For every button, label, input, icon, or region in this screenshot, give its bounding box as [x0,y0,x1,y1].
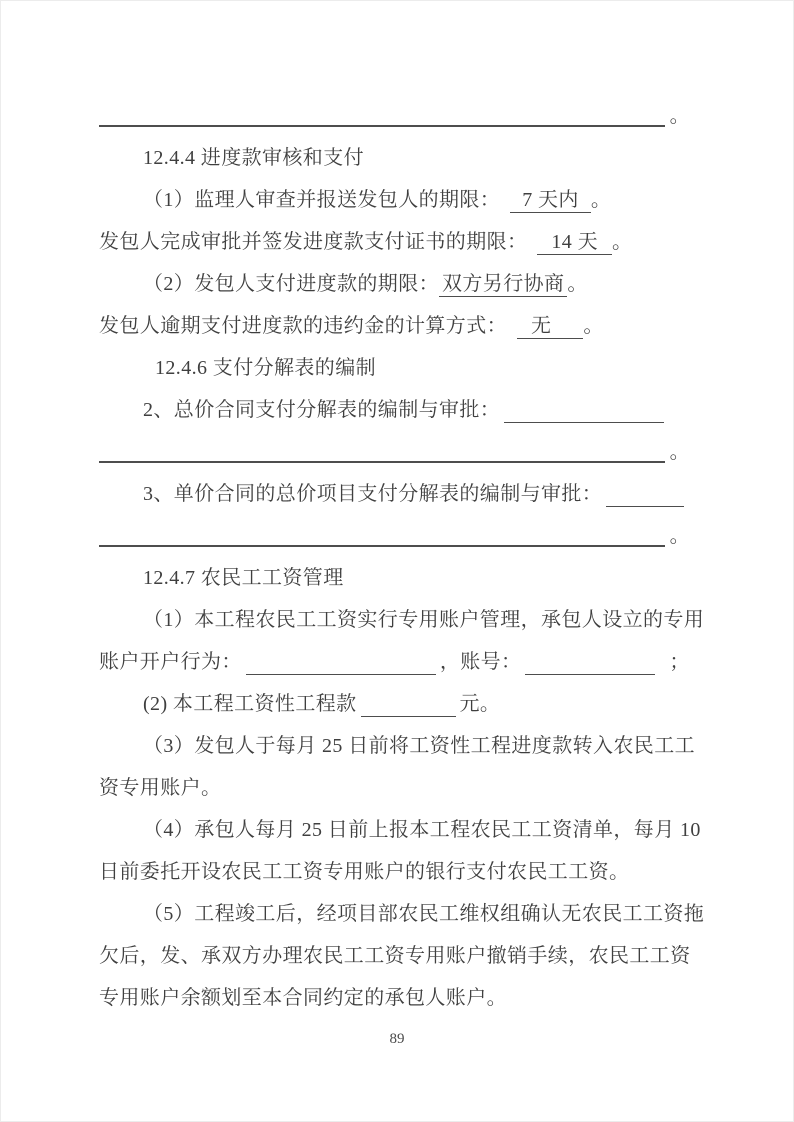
blank-underline-full [99,523,665,547]
rule-period: 。 [669,441,690,463]
filled-blank-penalty: 无 [517,313,583,339]
line-wage-list-1 [99,817,701,859]
rule-period: 。 [669,525,690,547]
body-text: 欠后，发、承双方办理农民工工资专用账户撤销手续，农民工工资 [99,945,691,967]
line-unit-price-breakdown [99,481,690,523]
line-wage-account-1 [99,607,705,649]
blank-underline [504,397,664,423]
body-text: （3）发包人于每月 25 日前将工资性工程进度款转入农民工工 [143,735,695,757]
heading-text: 12.4.6 支付分解表的编制 [155,357,376,379]
line-wage-list-2 [99,859,690,901]
label-text: (2) 本工程工资性工程款 [143,693,357,715]
filled-blank-approve-days: 14 天 [537,229,612,255]
document-content [99,103,705,1027]
line-lump-sum-breakdown [99,397,690,439]
unit-text: 元。 [459,693,501,715]
blank-underline-full [99,103,665,127]
body-text: （5）工程竣工后，经项目部农民工维权组确认无农民工工资拖 [143,903,705,925]
heading-12-4-7 [99,565,690,607]
line-transfer-2 [99,775,690,817]
label-text: （2）发包人支付进度款的期限： [143,273,439,295]
line-approve-deadline [99,229,690,271]
heading-text: 12.4.7 农民工工资管理 [143,567,344,589]
rule-period: 。 [669,105,690,127]
period: 。 [583,315,604,337]
line-completion-3 [99,985,690,1027]
blank-underline [606,481,684,507]
line-payment-deadline [99,271,690,313]
label-text: 发包人完成审批并签发进度款支付证书的期限： [99,231,528,253]
body-text: 专用账户余额划至本合同约定的承包人账户。 [99,987,507,1009]
label-text: （1）监理人审查并报送发包人的期限： [143,189,501,211]
label-text: 2、总价合同支付分解表的编制与审批： [143,399,501,421]
heading-text: 12.4.4 进度款审核和支付 [143,147,364,169]
fill-in-rule-top [99,103,690,145]
blank-underline-account [525,649,655,675]
line-transfer-1 [99,733,695,775]
line-penalty-method [99,313,690,355]
heading-12-4-6 [99,355,690,397]
line-wage-amount [99,691,690,733]
filled-blank-review-days: 7 天内 [510,187,591,213]
body-text: 资专用账户。 [99,777,222,799]
semicolon: ； [669,651,690,673]
line-wage-account-2 [99,649,690,691]
line-completion-2 [99,943,690,985]
body-text: （1）本工程农民工工资实行专用账户管理，承包人设立的专用 [143,609,705,631]
fill-in-rule-middle-2 [99,523,690,565]
blank-underline-bank [246,649,436,675]
filled-blank-pay-term: 双方另行协商 [439,271,567,297]
body-text: 日前委托开设农民工工资专用账户的银行支付农民工工资。 [99,861,630,883]
label-text: 3、单价合同的总价项目支付分解表的编制与审批： [143,483,603,505]
period: 。 [612,231,633,253]
period: 。 [590,189,612,211]
body-text: （4）承包人每月 25 日前上报本工程农民工工资清单，每月 10 [143,819,701,841]
blank-underline-amount [361,691,456,717]
line-completion-1 [99,901,705,943]
line-review-deadline [99,187,690,229]
heading-12-4-4 [99,145,690,187]
page-number: 89 [389,1031,405,1047]
label-text: 发包人逾期支付进度款的违约金的计算方式： [99,315,507,337]
period: 。 [567,273,588,295]
label-text: ，账号： [439,651,522,673]
label-text: 账户开户行为： [99,651,242,673]
blank-underline-full [99,439,665,463]
fill-in-rule-middle-1 [99,439,690,481]
